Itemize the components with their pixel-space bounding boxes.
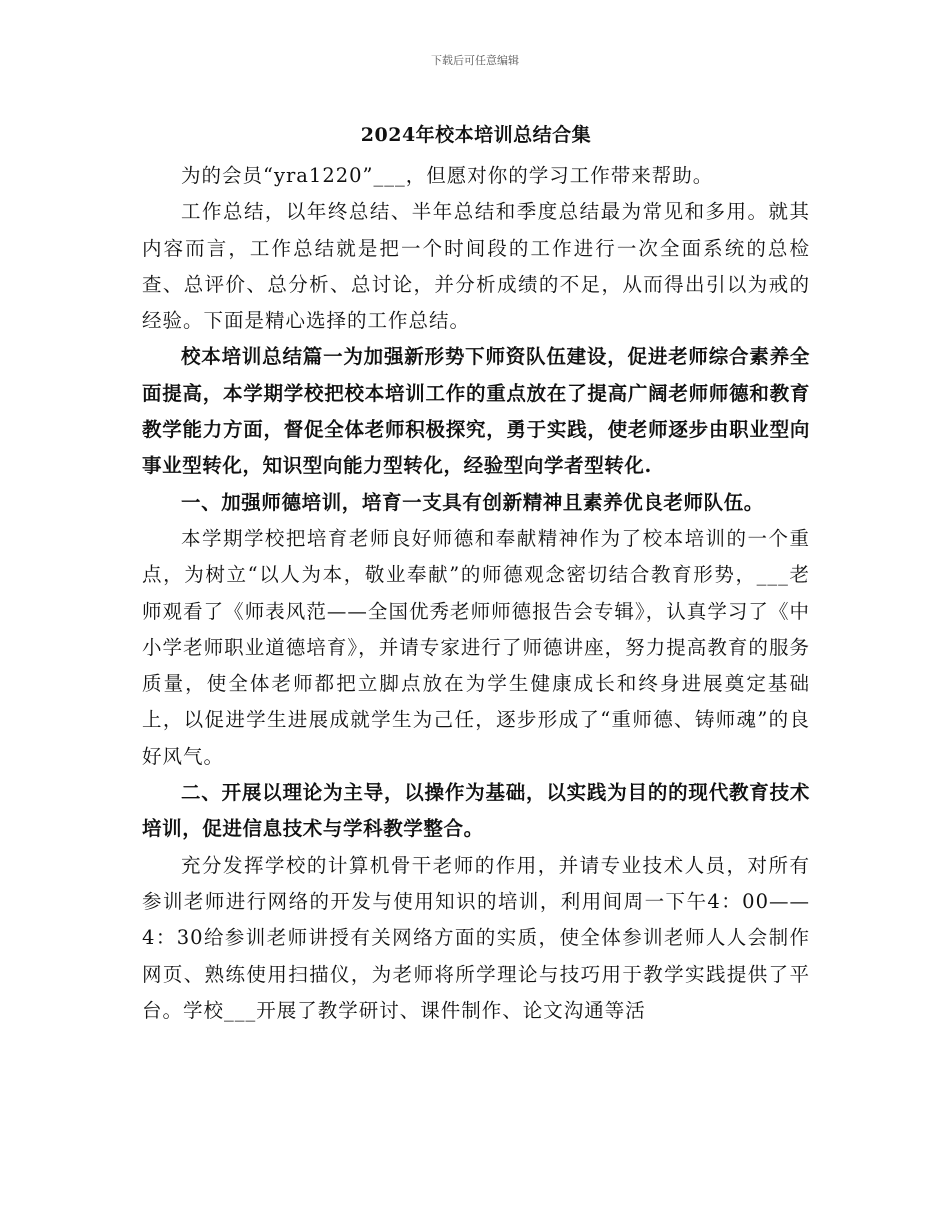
paragraph-intro: 为的会员“yra1220”___，但愿对你的学习工作带来帮助。 — [181, 164, 714, 187]
paragraph-summary-definition: 工作总结，以年终总结、半年总结和季度总结最为常见和多用。就其内容而言，工作总结就是把一个时间段的工作进行一次全面系统的总检查、总评价、总分析、总讨论，并分析成绩的不足，从而得出引以为戒的经验。下面是精心选择的工作总结。 — [142, 200, 810, 333]
paragraph-tech-training: 充分发挥学校的计算机骨干老师的作用，并请专业技术人员，对所有参训老师进行网络的开发与使用知识的培训，利用间周一下午4：00——4：30给参训老师讲授有关网络方面的实质，使全体参训老师人人会制作网页、熟练使用扫描仪，为老师将所学理论与技巧用于教学实践提供了平台。学校___开展了教学研讨、课件制作、论文沟通等活 — [142, 853, 810, 1022]
section-heading-1: 一、加强师德培训，培育一支具有创新精神且素养优良老师队伍。 — [181, 490, 764, 514]
document-body — [142, 118, 810, 1029]
page-header-note: 下载后可任意编辑 — [431, 54, 519, 67]
document-title: 2024年校本培训总结合集 — [360, 124, 592, 146]
section-heading-2: 二、开展以理论为主导，以操作为基础，以实践为目的的现代教育技术培训，促进信息技术与学科教学整合。 — [142, 781, 810, 841]
paragraph-part-one-lead: 校本培训总结篇一为加强新形势下师资队伍建设，促进老师综合素养全面提高，本学期学校把校本培训工作的重点放在了提高广阔老师师德和教育教学能力方面，督促全体老师积极探究，勇于实践，使老师逐步由职业型向事业型转化，知识型向能力型转化，经验型向学者型转化. — [142, 345, 810, 478]
paragraph-ethics-training: 本学期学校把培育老师良好师德和奉献精神作为了校本培训的一个重点，为树立“以人为本，敬业奉献”的师德观念密切结合教育形势，___老师观看了《师表风范——全国优秀老师师德报告会专辑》，认真学习了《中小学老师职业道德培育》，并请专家进行了师德讲座，努力提高教育的服务质量，使全体老师都把立脚点放在为学生健康成长和终身进展奠定基础上，以促进学生进展成就学生为己任，逐步形成了“重师德、铸师魂”的良好风气。 — [142, 526, 810, 768]
